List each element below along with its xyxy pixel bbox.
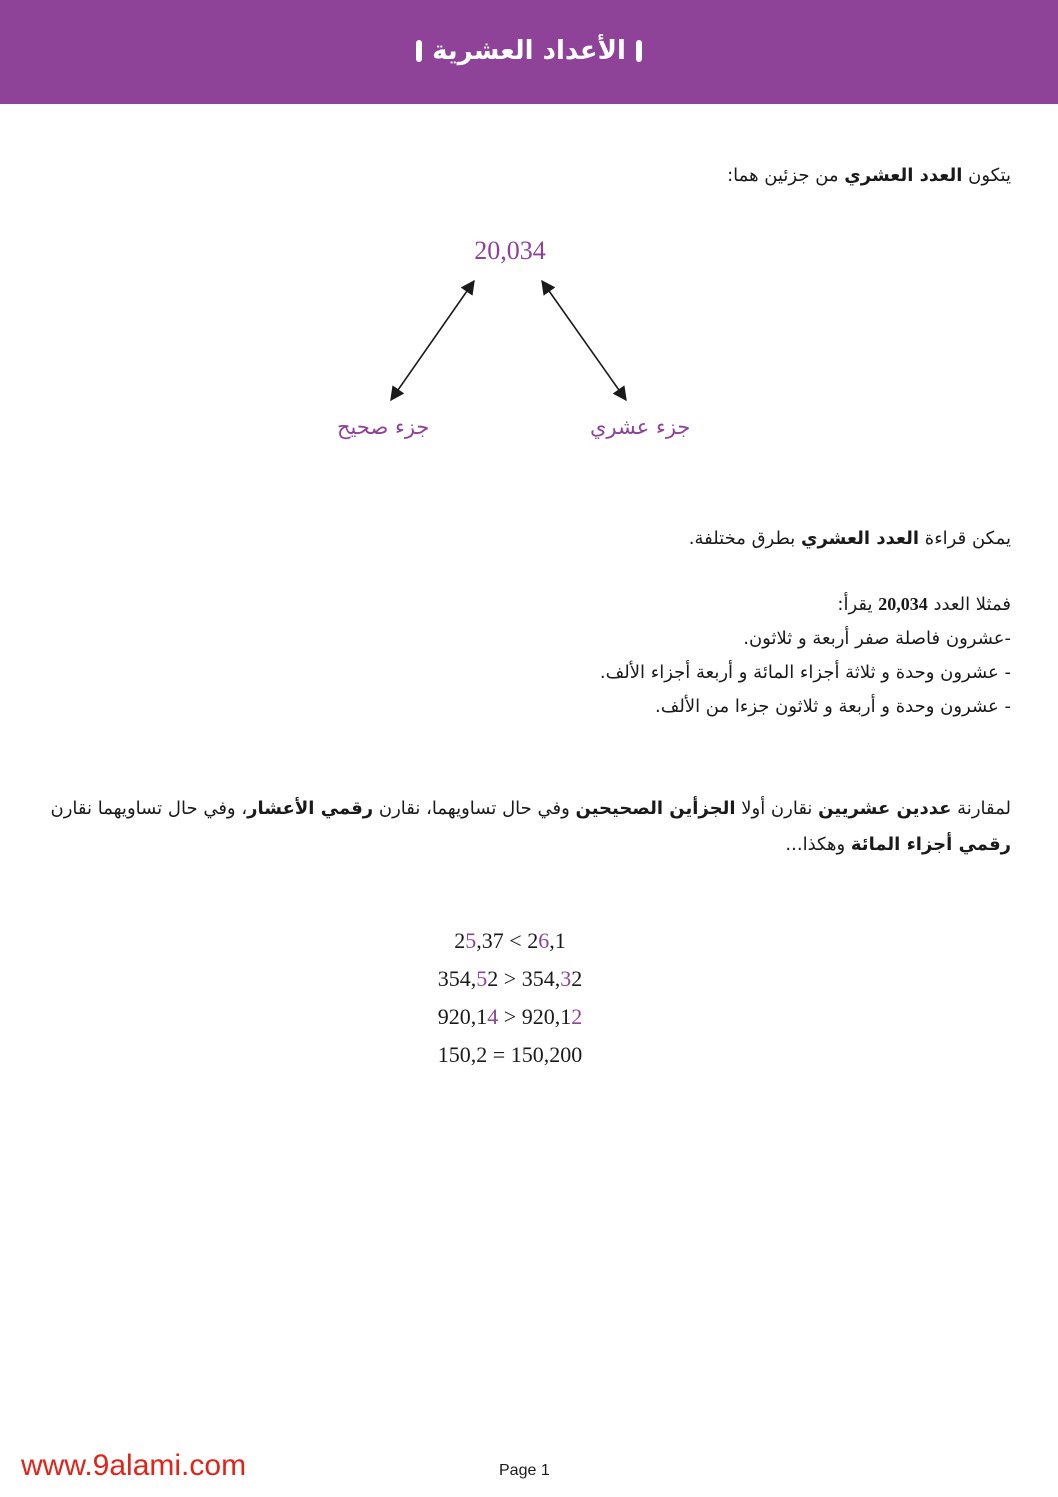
comparison-operator: > [503,966,517,991]
reading-bold: العدد العشري [800,528,920,549]
intro-bold: العدد العشري [844,165,963,186]
comparison-rule [46,791,1011,863]
example-text-1: فمثلا العدد [927,594,1011,615]
rule-text: وهكذا... [785,834,851,855]
rule-bold: رقمي الأعشار [247,798,374,819]
reading-item: -عشرون فاصلة صفر أربعة و ثلاثون. [743,628,1011,649]
example-line [600,587,1011,622]
diagram-arrows [0,0,1058,500]
comparison-row: 920,14 > 920,12 [437,1004,583,1029]
comparison-operator: > [503,1004,517,1029]
comparison-row: 25,37 < 26,1 [454,928,566,953]
decimal-part-label: جزء عشري [590,415,691,439]
reading-item: - عشرون وحدة و أربعة و ثلاثون جزءا من الألف. [654,696,1011,717]
comparison-operator: < [509,928,522,953]
rule-text: نقارن أولا [735,798,819,819]
rule-text: ، وفي حال تساويهما نقارن [50,798,248,819]
rule-bold: عددين عشريين [818,798,952,819]
reading-text-1: يمكن قراءة [919,528,1011,549]
reading-example [600,587,1011,724]
reading-text-2: بطرق مختلفة. [688,528,801,549]
reading-item: - عشرون وحدة و ثلاثة أجزاء المائة و أربعة أجزاء الألف. [599,662,1011,683]
intro-text-1: يتكون [962,165,1011,186]
page-number: Page 1 [499,1462,550,1479]
diagram-number: 20,034 [474,236,546,265]
page-title-text: الأعداد العشرية [432,36,626,66]
comparison-operator: = [492,1042,506,1067]
example-text-2: يقرأ: [837,594,879,615]
reading-intro [689,528,1011,549]
comparison-row: 150,2 = 150,200 [437,1042,583,1067]
arrow-to-decimal-part [542,281,626,400]
integer-part-label: جزء صحيح [337,415,430,439]
rule-text: لمقارنة [951,798,1011,819]
rule-bold: الجزأين الصحيحين [575,798,736,819]
comparison-row: 354,52 > 354,32 [437,966,583,991]
rule-text: وفي حال تساويهما، نقارن [373,798,576,819]
rule-bold: رقمي أجزاء المائة [850,834,1011,855]
example-number: 20,034 [878,594,928,614]
intro-text-2: من جزئين هما: [727,165,845,186]
comparison-examples [400,922,620,1074]
arrow-to-integer-part [391,281,474,400]
site-url-link[interactable]: www.9alami.com [21,1449,247,1482]
